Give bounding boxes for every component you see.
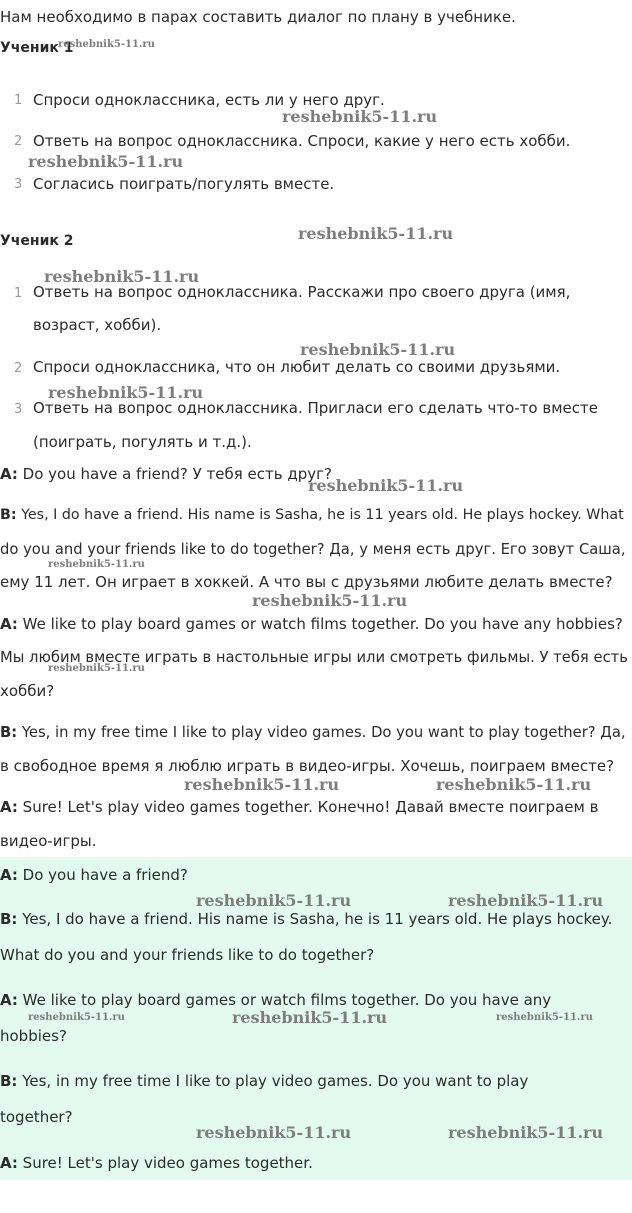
list-item: Спроси одноклассника, есть ли у него друг. — [33, 91, 385, 109]
dialog-text: We like to play board games or watch films together. Do you have any hobbies? — [22, 615, 623, 633]
dialog-line — [0, 798, 598, 816]
watermark: reshebnik5-11.ru — [282, 107, 438, 126]
watermark: reshebnik5-11.ru — [298, 224, 454, 243]
student1-heading: Ученик 1 — [0, 40, 74, 56]
dialog-line — [0, 465, 332, 483]
dialog-text: Yes, I do have a friend. His name is Sasha, he is 11 years old. He plays hockey. — [22, 910, 613, 928]
dialog-text: хобби? — [0, 682, 55, 700]
dialog-text: Yes, in my free time I like to play video games. Do you want to play — [22, 1072, 529, 1090]
speaker-label: A: — [0, 991, 18, 1009]
watermark: reshebnik5-11.ru — [58, 39, 155, 50]
dialog-text: do you and your friends like to do together? Да, у меня есть друг. Его зовут Саша, — [0, 541, 626, 558]
watermark: reshebnik5-11.ru — [196, 1123, 352, 1142]
list-item: Ответь на вопрос одноклассника. Расскажи про своего друга (имя, — [33, 283, 571, 301]
watermark: reshebnik5-11.ru — [184, 775, 340, 794]
dialog-text: together? — [0, 1108, 73, 1126]
dialog-text: Yes, in my free time I like to play video games. Do you want to play together? Да, — [21, 724, 626, 741]
list-number: 3 — [14, 177, 23, 192]
speaker-label: B: — [0, 507, 17, 523]
speaker-label: B: — [0, 910, 18, 928]
dialog-line — [0, 866, 188, 884]
list-number: 2 — [14, 134, 23, 149]
list-item: Спроси одноклассника, что он любит делать со своими друзьями. — [33, 358, 561, 376]
list-number: 3 — [14, 402, 23, 417]
watermark: reshebnik5-11.ru — [448, 1123, 604, 1142]
speaker-label: A: — [0, 1154, 18, 1172]
speaker-label: B: — [0, 724, 18, 741]
watermark: reshebnik5-11.ru — [232, 1008, 388, 1027]
dialog-text: видео-игры. — [0, 832, 97, 850]
watermark: reshebnik5-11.ru — [252, 591, 408, 610]
watermark: reshebnik5-11.ru — [496, 1012, 593, 1023]
dialog-text: Do you have a friend? У тебя есть друг? — [22, 465, 332, 483]
dialog-line — [0, 507, 624, 523]
watermark: reshebnik5-11.ru — [300, 340, 456, 359]
dialog-line — [0, 724, 626, 741]
dialog-text: Sure! Let's play video games together. — [22, 1154, 313, 1172]
dialog-line — [0, 615, 623, 633]
dialog-text: ему 11 лет. Он играет в хоккей. А что вы с друзьями любите делать вместе? — [0, 573, 613, 591]
speaker-label: A: — [0, 615, 18, 633]
watermark: reshebnik5-11.ru — [48, 559, 145, 570]
dialog-line — [0, 1154, 313, 1172]
watermark: reshebnik5-11.ru — [308, 476, 464, 495]
watermark: reshebnik5-11.ru — [448, 891, 604, 910]
list-item-continuation: (поиграть, погулять и т.д.). — [33, 433, 252, 451]
watermark: reshebnik5-11.ru — [48, 663, 145, 674]
list-number: 2 — [14, 361, 23, 376]
list-item: Ответь на вопрос одноклассника. Спроси, какие у него есть хобби. — [33, 132, 571, 150]
list-item-continuation: возраст, хобби). — [33, 316, 162, 334]
watermark: reshebnik5-11.ru — [28, 1012, 125, 1023]
watermark: reshebnik5-11.ru — [28, 152, 184, 171]
list-item: Согласись поиграть/погулять вместе. — [33, 175, 335, 193]
speaker-label: A: — [0, 866, 18, 884]
speaker-label: A: — [0, 798, 18, 816]
watermark: reshebnik5-11.ru — [436, 775, 592, 794]
watermark: reshebnik5-11.ru — [44, 267, 200, 286]
intro-text: Нам необходимо в парах составить диалог по плану в учебнике. — [0, 8, 516, 26]
watermark: reshebnik5-11.ru — [196, 891, 352, 910]
list-item: Ответь на вопрос одноклассника. Пригласи его сделать что-то вместе — [33, 399, 598, 417]
list-number: 1 — [14, 286, 23, 301]
dialog-line — [0, 910, 612, 928]
dialog-text: Do you have a friend? — [22, 866, 188, 884]
dialog-text: в свободное время я люблю играть в видео-игры. Хочешь, поиграем вместе? — [0, 757, 615, 775]
watermark: reshebnik5-11.ru — [48, 383, 204, 402]
dialog-text: Sure! Let's play video games together. Конечно! Давай вместе поиграем в — [22, 798, 599, 816]
list-number: 1 — [14, 93, 23, 108]
dialog-text: What do you and your friends like to do together? — [0, 946, 375, 964]
student2-heading: Ученик 2 — [0, 233, 74, 249]
speaker-label: A: — [0, 465, 18, 483]
dialog-text: hobbies? — [0, 1027, 67, 1045]
dialog-text: Мы любим вместе играть в настольные игры или смотреть фильмы. У тебя есть — [0, 649, 628, 666]
dialog-text: Yes, I do have a friend. His name is Sasha, he is 11 years old. He plays hockey. What — [21, 507, 624, 523]
speaker-label: B: — [0, 1072, 18, 1090]
dialog-text: We like to play board games or watch films together. Do you have any — [22, 991, 552, 1009]
dialog-line — [0, 991, 551, 1009]
dialog-line — [0, 1072, 528, 1090]
